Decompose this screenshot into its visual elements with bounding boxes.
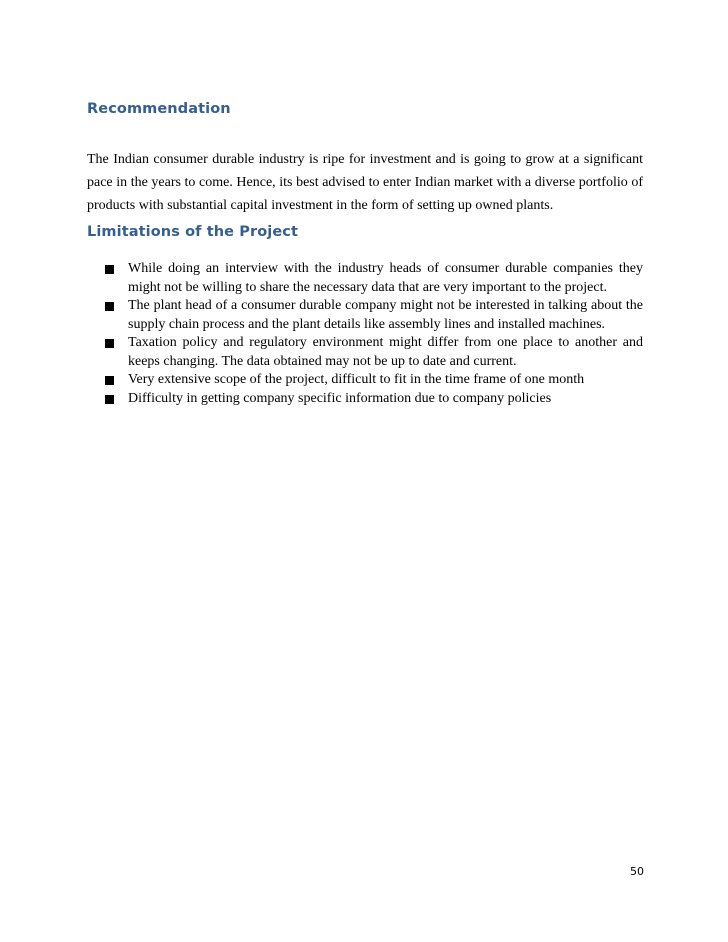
list-item-text: While doing an interview with the industry heads of consumer durable companies they might not be willing to share the necessary data that are very important to the project. [128,261,643,295]
list-item [105,297,643,334]
list-item-text: Very extensive scope of the project, difficult to fit in the time frame of one month [128,372,585,387]
list-item-text: The plant head of a consumer durable company might not be interested in talking about the supply chain process and the plant details like assembly lines and installed machines. [128,298,643,332]
square-bullet-icon [105,265,114,274]
list-item [105,371,643,390]
list-item [105,260,643,297]
square-bullet-icon [105,376,114,385]
list-item [105,334,643,371]
list-item-text: Difficulty in getting company specific information due to company policies [128,390,552,406]
recommendation-paragraph: The Indian consumer durable industry is ripe for investment and is going to grow at a significant pace in the years to come. Hence, its best advised to enter Indian market with a diverse portfolio of products with substantial capital investment in the form of setting up owned plants. [87,152,643,213]
limitations-heading: Limitations of the Project [87,224,298,240]
list-item [105,390,643,409]
square-bullet-icon [105,339,114,348]
recommendation-heading: Recommendation [87,101,231,117]
square-bullet-icon [105,395,114,404]
limitations-list [105,260,643,408]
list-item-text: Taxation policy and regulatory environment might differ from one place to another and keeps changing. The data obtained may not be up to date and current. [128,335,643,369]
page-number: 50 [630,865,644,878]
square-bullet-icon [105,302,114,311]
